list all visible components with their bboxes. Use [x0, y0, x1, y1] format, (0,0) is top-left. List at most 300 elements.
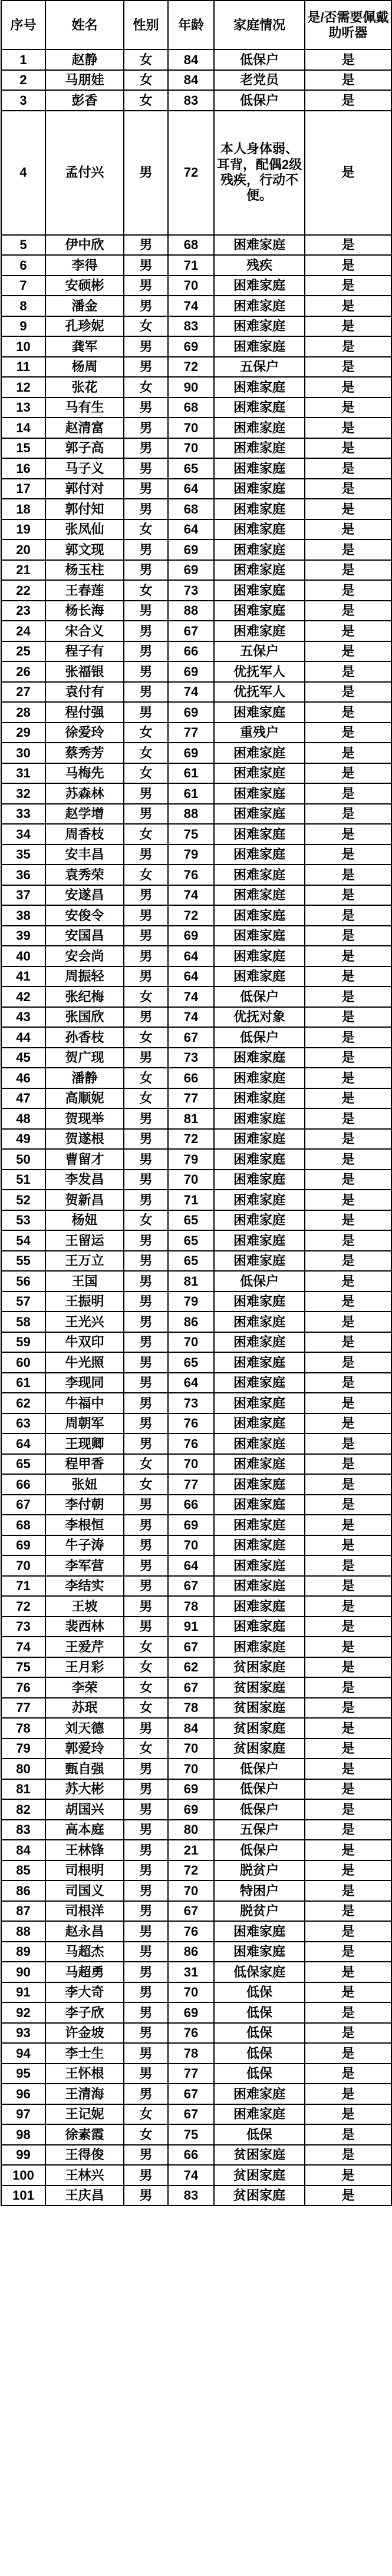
age: 74: [168, 2165, 214, 2186]
gender: 男: [124, 661, 168, 682]
age: 77: [168, 723, 214, 743]
table-row: [1, 1312, 391, 1332]
table-row: [1, 1454, 391, 1475]
gender: 女: [124, 763, 168, 784]
table-row: [1, 1292, 391, 1312]
person-name: 安俊令: [45, 905, 124, 926]
needs-hearing-aid: 是: [305, 70, 391, 91]
age: 68: [168, 235, 214, 256]
family-status: 困难家庭: [214, 1454, 305, 1475]
person-name: 张花: [45, 377, 124, 398]
age: 88: [168, 601, 214, 621]
family-status: 低保: [214, 2064, 305, 2084]
table-row: [1, 763, 391, 784]
family-status: 困难家庭: [214, 1942, 305, 1962]
age: 76: [168, 1921, 214, 1942]
gender: 男: [124, 783, 168, 804]
needs-hearing-aid: 是: [305, 1271, 391, 1292]
family-status: 困难家庭: [214, 743, 305, 763]
table-row: [1, 1210, 391, 1231]
family-status: 脱贫户: [214, 1901, 305, 1922]
age: 70: [168, 1880, 214, 1901]
table-row: [1, 1332, 391, 1353]
needs-hearing-aid: 是: [305, 255, 391, 276]
person-name: 王现卿: [45, 1433, 124, 1454]
age: 74: [168, 296, 214, 316]
table-row: [1, 1677, 391, 1698]
needs-hearing-aid: 是: [305, 1048, 391, 1068]
gender: 男: [124, 2186, 168, 2206]
family-status: 困难家庭: [214, 1596, 305, 1617]
table-row: [1, 1820, 391, 1840]
person-name: 龚军: [45, 336, 124, 357]
table-row: [1, 1617, 391, 1637]
needs-hearing-aid: 是: [305, 418, 391, 438]
age: 31: [168, 1962, 214, 1982]
row-index: 55: [1, 1251, 45, 1272]
gender: 男: [124, 641, 168, 662]
gender: 男: [124, 621, 168, 641]
person-name: 程付强: [45, 702, 124, 723]
gender: 男: [124, 2145, 168, 2166]
gender: 女: [124, 1088, 168, 1109]
row-index: 32: [1, 783, 45, 804]
person-name: 袁秀荣: [45, 865, 124, 885]
age: 77: [168, 2064, 214, 2084]
person-name: 彭香: [45, 90, 124, 111]
family-status: 低保户: [214, 1799, 305, 1820]
gender: 男: [124, 601, 168, 621]
family-status: 困难家庭: [214, 2104, 305, 2125]
row-index: 59: [1, 1332, 45, 1353]
row-index: 66: [1, 1474, 45, 1495]
gender: 男: [124, 1373, 168, 1393]
person-name: 刘天德: [45, 1718, 124, 1739]
family-status: 五保户: [214, 641, 305, 662]
row-index: 48: [1, 1108, 45, 1129]
age: 75: [168, 824, 214, 845]
age: 66: [168, 641, 214, 662]
table-row: [1, 1982, 391, 2003]
table-row: [1, 1474, 391, 1495]
row-index: 100: [1, 2165, 45, 2186]
age: 72: [168, 111, 214, 235]
age: 67: [168, 1576, 214, 1597]
row-index: 54: [1, 1230, 45, 1251]
person-name: 王坡: [45, 1596, 124, 1617]
table-row: [1, 458, 391, 479]
needs-hearing-aid: 是: [305, 2104, 391, 2125]
gender: 男: [124, 357, 168, 378]
table-row: [1, 682, 391, 703]
row-index: 10: [1, 336, 45, 357]
person-name: 王林锋: [45, 1840, 124, 1860]
family-status: 低保户: [214, 986, 305, 1007]
gender: 男: [124, 255, 168, 276]
table-row: [1, 1433, 391, 1454]
table-row: [1, 1271, 391, 1292]
row-index: 18: [1, 499, 45, 519]
age: 67: [168, 2084, 214, 2104]
table-row: [1, 479, 391, 499]
person-name: 王万立: [45, 1251, 124, 1272]
row-index: 81: [1, 1779, 45, 1800]
age: 73: [168, 1048, 214, 1068]
person-name: 牛双印: [45, 1332, 124, 1353]
age: 68: [168, 398, 214, 418]
family-status: 困难家庭: [214, 1129, 305, 1150]
gender: 男: [124, 1860, 168, 1881]
person-name: 郭文现: [45, 539, 124, 560]
row-index: 72: [1, 1596, 45, 1617]
row-index: 56: [1, 1271, 45, 1292]
age: 91: [168, 1617, 214, 1637]
needs-hearing-aid: 是: [305, 1170, 391, 1190]
family-status: 困难家庭: [214, 1312, 305, 1332]
table-row: [1, 783, 391, 804]
needs-hearing-aid: 是: [305, 1251, 391, 1272]
table-row: [1, 1352, 391, 1373]
age: 81: [168, 1271, 214, 1292]
person-name: 李结实: [45, 1576, 124, 1597]
family-status: 困难家庭: [214, 1576, 305, 1597]
header-age: 年龄: [168, 1, 214, 49]
person-name: 程子有: [45, 641, 124, 662]
person-name: 曹留才: [45, 1149, 124, 1170]
family-status: 困难家庭: [214, 1068, 305, 1088]
needs-hearing-aid: 是: [305, 1230, 391, 1251]
age: 83: [168, 2186, 214, 2206]
person-name: 郭子高: [45, 438, 124, 459]
header-name: 姓名: [45, 1, 124, 49]
row-index: 16: [1, 458, 45, 479]
table-row: [1, 1068, 391, 1088]
row-index: 45: [1, 1048, 45, 1068]
age: 86: [168, 1942, 214, 1962]
age: 86: [168, 1312, 214, 1332]
family-status: 困难家庭: [214, 783, 305, 804]
family-status: 困难家庭: [214, 1210, 305, 1231]
gender: 男: [124, 1901, 168, 1922]
needs-hearing-aid: 是: [305, 661, 391, 682]
age: 64: [168, 479, 214, 499]
table-row: [1, 986, 391, 1007]
needs-hearing-aid: 是: [305, 804, 391, 825]
gender: 女: [124, 986, 168, 1007]
age: 83: [168, 316, 214, 337]
person-name: 安会尚: [45, 946, 124, 966]
family-status: 优抚对象: [214, 1007, 305, 1028]
gender: 男: [124, 2084, 168, 2104]
gender: 男: [124, 1332, 168, 1353]
family-status: 困难家庭: [214, 1048, 305, 1068]
gender: 男: [124, 458, 168, 479]
gender: 女: [124, 743, 168, 763]
needs-hearing-aid: 是: [305, 580, 391, 601]
person-name: 安遂昌: [45, 885, 124, 906]
needs-hearing-aid: 是: [305, 723, 391, 743]
gender: 男: [124, 1576, 168, 1597]
family-status: 困难家庭: [214, 804, 305, 825]
needs-hearing-aid: 是: [305, 763, 391, 784]
age: 81: [168, 1108, 214, 1129]
needs-hearing-aid: 是: [305, 1860, 391, 1881]
family-status: 困难家庭: [214, 1474, 305, 1495]
row-index: 67: [1, 1495, 45, 1515]
age: 69: [168, 743, 214, 763]
person-name: 孙香枝: [45, 1027, 124, 1048]
gender: 男: [124, 479, 168, 499]
family-status: 老党员: [214, 70, 305, 91]
needs-hearing-aid: 是: [305, 560, 391, 581]
row-index: 73: [1, 1617, 45, 1637]
gender: 男: [124, 499, 168, 519]
row-index: 41: [1, 966, 45, 987]
family-status: 困难家庭: [214, 1149, 305, 1170]
table-row: [1, 1007, 391, 1028]
age: 90: [168, 377, 214, 398]
age: 72: [168, 1860, 214, 1881]
person-name: 马子义: [45, 458, 124, 479]
family-status: 优抚军人: [214, 661, 305, 682]
row-index: 17: [1, 479, 45, 499]
family-status: 低保户: [214, 1271, 305, 1292]
header-index: 序号: [1, 1, 45, 49]
family-status: 困难家庭: [214, 1170, 305, 1190]
row-index: 33: [1, 804, 45, 825]
table-row: [1, 804, 391, 825]
needs-hearing-aid: 是: [305, 1393, 391, 1413]
family-status: 困难家庭: [214, 946, 305, 966]
row-index: 84: [1, 1840, 45, 1860]
age: 70: [168, 1739, 214, 1759]
person-name: 李发昌: [45, 1170, 124, 1190]
needs-hearing-aid: 是: [305, 1942, 391, 1962]
family-status: 困难家庭: [214, 601, 305, 621]
family-status: 困难家庭: [214, 539, 305, 560]
needs-hearing-aid: 是: [305, 926, 391, 946]
table-row: [1, 1555, 391, 1576]
family-status: 困难家庭: [214, 438, 305, 459]
person-name: 潘金: [45, 296, 124, 316]
row-index: 85: [1, 1860, 45, 1881]
age: 64: [168, 966, 214, 987]
row-index: 53: [1, 1210, 45, 1231]
needs-hearing-aid: 是: [305, 296, 391, 316]
needs-hearing-aid: 是: [305, 2165, 391, 2186]
person-name: 李付朝: [45, 1495, 124, 1515]
age: 79: [168, 1292, 214, 1312]
age: 77: [168, 1474, 214, 1495]
family-status: 困难家庭: [214, 519, 305, 540]
gender: 男: [124, 1840, 168, 1860]
family-status: 困难家庭: [214, 235, 305, 256]
needs-hearing-aid: 是: [305, 1413, 391, 1434]
age: 74: [168, 682, 214, 703]
age: 69: [168, 539, 214, 560]
family-status: 贫困家庭: [214, 1718, 305, 1739]
row-index: 7: [1, 276, 45, 296]
gender: 男: [124, 1495, 168, 1515]
gender: 男: [124, 1942, 168, 1962]
table-row: [1, 1515, 391, 1535]
table-row: [1, 1840, 391, 1860]
needs-hearing-aid: 是: [305, 824, 391, 845]
person-name: 司根明: [45, 1860, 124, 1881]
gender: 男: [124, 966, 168, 987]
row-index: 27: [1, 682, 45, 703]
gender: 男: [124, 1962, 168, 1982]
person-name: 牛福中: [45, 1393, 124, 1413]
row-index: 52: [1, 1190, 45, 1210]
gender: 女: [124, 1677, 168, 1698]
needs-hearing-aid: 是: [305, 499, 391, 519]
needs-hearing-aid: 是: [305, 2064, 391, 2084]
age: 65: [168, 1352, 214, 1373]
gender: 男: [124, 1799, 168, 1820]
age: 73: [168, 1393, 214, 1413]
family-status: 低保: [214, 2043, 305, 2064]
family-status: 低保户: [214, 1027, 305, 1048]
needs-hearing-aid: 是: [305, 2124, 391, 2145]
age: 70: [168, 418, 214, 438]
age: 84: [168, 1718, 214, 1739]
needs-hearing-aid: 是: [305, 1433, 391, 1454]
needs-hearing-aid: 是: [305, 1555, 391, 1576]
person-name: 王爱芹: [45, 1637, 124, 1657]
needs-hearing-aid: 是: [305, 1759, 391, 1779]
family-status: 低保: [214, 1982, 305, 2003]
family-status: 困难家庭: [214, 845, 305, 865]
table-row: [1, 276, 391, 296]
gender: 男: [124, 1312, 168, 1332]
person-name: 张国欣: [45, 1007, 124, 1028]
family-status: 困难家庭: [214, 1637, 305, 1657]
family-status: 困难家庭: [214, 1433, 305, 1454]
table-row: [1, 580, 391, 601]
needs-hearing-aid: 是: [305, 276, 391, 296]
table-row: [1, 1901, 391, 1922]
needs-hearing-aid: 是: [305, 682, 391, 703]
table-row: [1, 621, 391, 641]
gender: 男: [124, 1820, 168, 1840]
age: 69: [168, 1799, 214, 1820]
person-name: 王光兴: [45, 1312, 124, 1332]
row-index: 34: [1, 824, 45, 845]
person-name: 牛光照: [45, 1352, 124, 1373]
table-row: [1, 1170, 391, 1190]
needs-hearing-aid: 是: [305, 1007, 391, 1028]
needs-hearing-aid: 是: [305, 1535, 391, 1556]
row-index: 22: [1, 580, 45, 601]
person-name: 李士生: [45, 2043, 124, 2064]
age: 84: [168, 70, 214, 91]
person-name: 安硕彬: [45, 276, 124, 296]
age: 67: [168, 2104, 214, 2125]
age: 61: [168, 783, 214, 804]
person-name: 贺遂根: [45, 1129, 124, 1150]
row-index: 98: [1, 2124, 45, 2145]
person-name: 高本庭: [45, 1820, 124, 1840]
table-row: [1, 90, 391, 111]
age: 65: [168, 1230, 214, 1251]
row-index: 83: [1, 1820, 45, 1840]
person-name: 贺广现: [45, 1048, 124, 1068]
person-name: 徐爱玲: [45, 723, 124, 743]
needs-hearing-aid: 是: [305, 2002, 391, 2023]
family-status: 低保: [214, 2023, 305, 2044]
person-name: 赵永昌: [45, 1921, 124, 1942]
row-index: 43: [1, 1007, 45, 1028]
table-row: [1, 1779, 391, 1800]
age: 69: [168, 926, 214, 946]
age: 66: [168, 1068, 214, 1088]
person-name: 周振轻: [45, 966, 124, 987]
table-row: [1, 316, 391, 337]
family-status: 困难家庭: [214, 1108, 305, 1129]
needs-hearing-aid: 是: [305, 845, 391, 865]
needs-hearing-aid: 是: [305, 1088, 391, 1109]
row-index: 88: [1, 1921, 45, 1942]
table-row: [1, 885, 391, 906]
person-name: 杨玉柱: [45, 560, 124, 581]
person-name: 孟付兴: [45, 111, 124, 235]
needs-hearing-aid: 是: [305, 946, 391, 966]
person-name: 王庆昌: [45, 2186, 124, 2206]
family-status: 困难家庭: [214, 296, 305, 316]
gender: 男: [124, 905, 168, 926]
table-row: [1, 743, 391, 763]
person-name: 胡国兴: [45, 1799, 124, 1820]
beneficiary-table: [1, 0, 392, 2206]
age: 69: [168, 336, 214, 357]
age: 70: [168, 1454, 214, 1475]
table-row: [1, 661, 391, 682]
age: 69: [168, 560, 214, 581]
needs-hearing-aid: 是: [305, 1190, 391, 1210]
age: 70: [168, 438, 214, 459]
gender: 男: [124, 111, 168, 235]
age: 76: [168, 865, 214, 885]
family-status: 困难家庭: [214, 458, 305, 479]
age: 72: [168, 905, 214, 926]
age: 77: [168, 1088, 214, 1109]
needs-hearing-aid: 是: [305, 438, 391, 459]
gender: 男: [124, 1352, 168, 1373]
row-index: 47: [1, 1088, 45, 1109]
gender: 男: [124, 2165, 168, 2186]
person-name: 王得俊: [45, 2145, 124, 2166]
age: 69: [168, 2002, 214, 2023]
person-name: 李荣: [45, 1677, 124, 1698]
table-row: [1, 1373, 391, 1393]
table-row: [1, 519, 391, 540]
family-status: 困难家庭: [214, 560, 305, 581]
person-name: 赵学增: [45, 804, 124, 825]
age: 69: [168, 661, 214, 682]
person-name: 王月彩: [45, 1657, 124, 1678]
table-row: [1, 641, 391, 662]
family-status: 困难家庭: [214, 865, 305, 885]
needs-hearing-aid: 是: [305, 1718, 391, 1739]
age: 78: [168, 1596, 214, 1617]
person-name: 王林兴: [45, 2165, 124, 2186]
row-index: 93: [1, 2023, 45, 2044]
gender: 女: [124, 1657, 168, 1678]
row-index: 9: [1, 316, 45, 337]
needs-hearing-aid: 是: [305, 1312, 391, 1332]
gender: 女: [124, 2104, 168, 2125]
